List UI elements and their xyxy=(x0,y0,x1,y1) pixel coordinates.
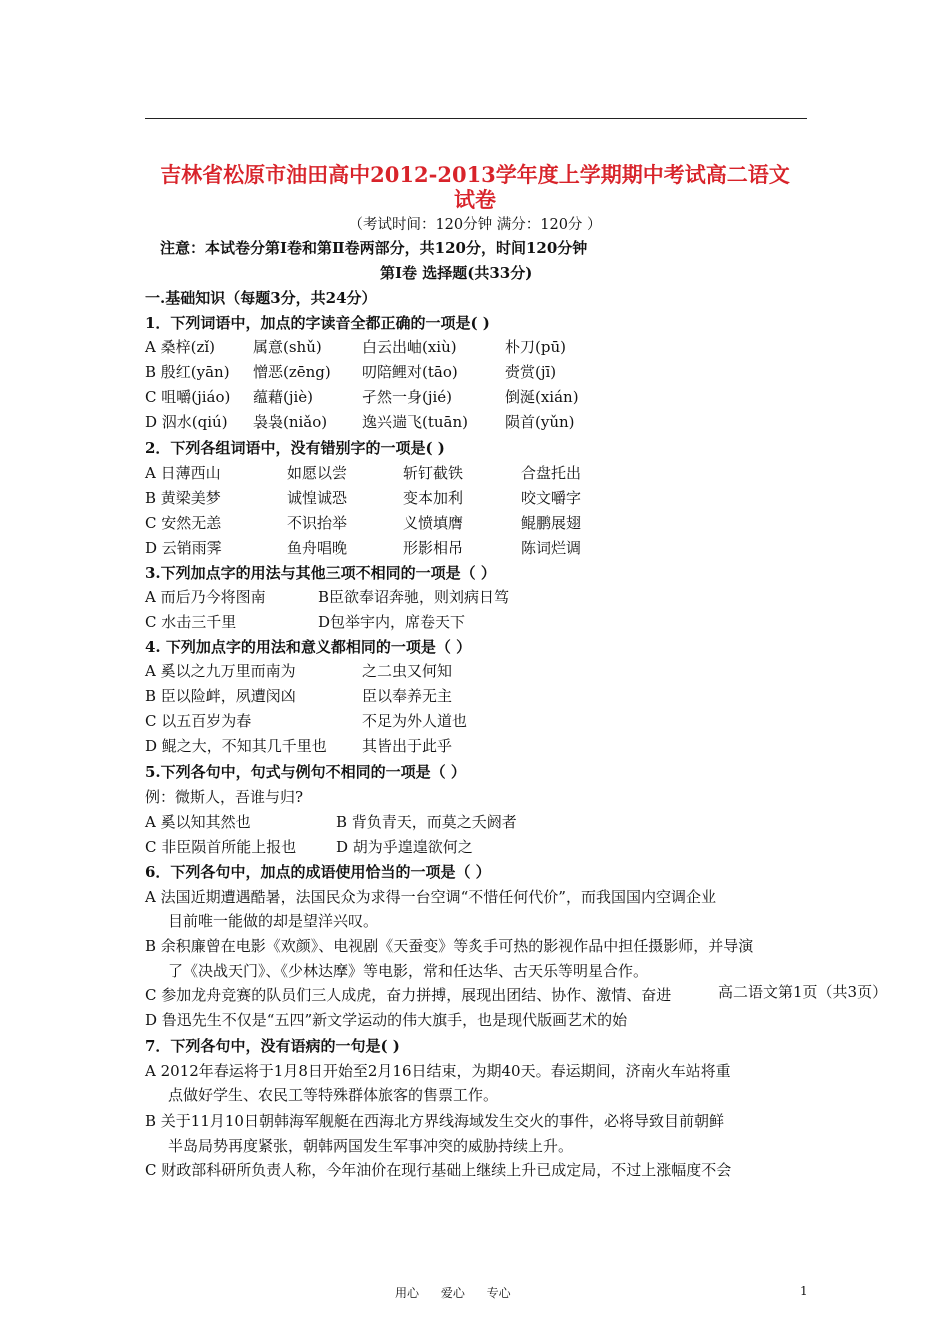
header-rule xyxy=(145,118,807,119)
question-1-stem: 1．下列词语中，加点的字读音全都正确的一项是( ) xyxy=(145,314,490,332)
q4-d-2: 其皆出于此乎 xyxy=(362,737,453,755)
q2-d-4: 陈词烂调 xyxy=(521,539,582,557)
q2-c-2: 不识抬举 xyxy=(287,514,348,532)
q5-option-c: C 非臣陨首所能上报也 xyxy=(145,838,297,856)
q6-option-c-line1: C 参加龙舟竞赛的队员们三人成虎，奋力拼搏，展现出团结、协作、激情、奋进 xyxy=(145,986,672,1004)
question-4-stem: 4. 下列加点字的用法和意义都相同的一项是（ ） xyxy=(145,638,472,656)
q4-a-2: 之二虫又何知 xyxy=(362,662,453,680)
question-3-stem: 3.下列加点字的用法与其他三项不相同的一项是（ ） xyxy=(145,564,496,582)
q7-option-b-line2: 半岛局势再度紧张，朝韩两国发生军事冲突的威胁持续上升。 xyxy=(168,1137,574,1155)
q2-b-3: 变本加利 xyxy=(403,489,464,507)
q1-d-1: D 泅水(qiú) xyxy=(145,413,228,431)
q5-option-a: A 奚以知其然也 xyxy=(145,813,251,831)
exam-info: （考试时间：120分钟 满分：120分 ） xyxy=(348,217,602,233)
q1-a-1: A 桑梓(zǐ) xyxy=(145,338,216,356)
part-heading: 一.基础知识（每题3分，共24分） xyxy=(145,289,377,307)
q1-a-4: 朴刀(pū) xyxy=(505,338,566,356)
q4-d-1: D 鲲之大，不知其几千里也 xyxy=(145,737,327,755)
q1-c-1: C 咀嚼(jiáo) xyxy=(145,388,231,406)
question-2-stem: 2．下列各组词语中，没有错别字的一项是( ) xyxy=(145,439,445,457)
q1-c-3: 孑然一身(jié) xyxy=(362,388,453,406)
footer-motto: 用心 爱心 专心 xyxy=(395,1286,511,1300)
q1-b-4: 赍赏(jī) xyxy=(505,363,557,381)
q1-b-2: 憎恶(zēng) xyxy=(253,363,331,381)
q2-b-1: B 黄梁美梦 xyxy=(145,489,221,507)
question-7-stem: 7．下列各句中，没有语病的一句是( ) xyxy=(145,1037,400,1055)
q4-b-1: B 臣以险衅，夙遭闵凶 xyxy=(145,687,296,705)
page-title-line1: 吉林省松原市油田高中2012-2013学年度上学期期中考试高二语文 xyxy=(160,162,790,187)
q6-option-d-line1: D 鲁迅先生不仅是“五四”新文学运动的伟大旗手，也是现代版画艺术的始 xyxy=(145,1011,628,1029)
q7-option-b-line1: B 关于11月10日朝韩海军舰艇在西海北方界线海域发生交火的事件，必将导致目前朝鲜 xyxy=(145,1112,724,1130)
q1-a-3: 白云出岫(xiù) xyxy=(362,338,457,356)
q5-option-d: D 胡为乎遑遑欲何之 xyxy=(336,838,473,856)
q7-option-a-line1: A 2012年春运将于1月8日开始至2月16日结束，为期40天。春运期间，济南火车站将重 xyxy=(145,1062,731,1080)
q1-a-2: 属意(shǔ) xyxy=(253,338,322,356)
q1-b-3: 叨陪鲤对(tāo) xyxy=(362,363,458,381)
q2-a-3: 斩钉截铁 xyxy=(403,464,464,482)
q6-option-a-line1: A 法国近期遭遇酷暑，法国民众为求得一台空调“不惜任何代价”，而我国国内空调企业 xyxy=(145,888,716,906)
q7-option-c-line1: C 财政部科研所负责人称，今年油价在现行基础上继续上升已成定局，不过上涨幅度不会 xyxy=(145,1161,732,1179)
q1-d-3: 逸兴遄飞(tuān) xyxy=(362,413,468,431)
q3-option-d: D包举宇内，席卷天下 xyxy=(318,613,466,631)
q2-a-1: A 日薄西山 xyxy=(145,464,221,482)
q1-c-4: 倒涎(xián) xyxy=(505,388,579,406)
q3-option-b: B臣欲奉诏奔驰，则刘病日笃 xyxy=(318,588,510,606)
section-title: 第Ⅰ卷 选择题(共33分) xyxy=(380,264,533,282)
q4-c-2: 不足为外人道也 xyxy=(362,712,468,730)
question-6-stem: 6．下列各句中，加点的成语使用恰当的一项是（ ） xyxy=(145,863,491,881)
q6-option-a-line2: 目前唯一能做的却是望洋兴叹。 xyxy=(168,912,379,930)
q4-b-2: 臣以奉养无主 xyxy=(362,687,453,705)
q6-option-b-line1: B 余积廉曾在电影《欢颜》、电视剧《天蚕变》等炙手可热的影视作品中担任摄影师，并导演 xyxy=(145,937,754,955)
q7-option-a-line2: 点做好学生、农民工等特殊群体旅客的售票工作。 xyxy=(168,1086,499,1104)
q5-example: 例：微斯人，吾谁与归? xyxy=(145,788,304,806)
q2-a-4: 合盘托出 xyxy=(521,464,582,482)
q2-c-1: C 安然无恙 xyxy=(145,514,222,532)
q2-c-4: 鲲鹏展翅 xyxy=(521,514,582,532)
q4-a-1: A 奚以之九万里而南为 xyxy=(145,662,296,680)
q4-c-1: C 以五百岁为春 xyxy=(145,712,252,730)
q2-b-4: 咬文嚼字 xyxy=(521,489,582,507)
q2-d-2: 鱼舟唱晚 xyxy=(287,539,348,557)
q2-b-2: 诚惶诚恐 xyxy=(287,489,348,507)
q1-d-4: 陨首(yǔn) xyxy=(505,413,575,431)
question-5-stem: 5.下列各句中，句式与例句不相同的一项是（ ） xyxy=(145,763,466,781)
q6-option-b-line2: 了《决战天门》、《少林达摩》等电影，常和任达华、古天乐等明星合作。 xyxy=(168,962,649,980)
page-number: 1 xyxy=(800,1284,808,1298)
page-title-line2: 试卷 xyxy=(454,187,496,212)
q3-option-c: C 水击三千里 xyxy=(145,613,237,631)
q1-b-1: B 殷红(yān) xyxy=(145,363,230,381)
page-count-note: 高二语文第1页（共3页） xyxy=(718,983,888,1001)
q5-option-b: B 背负青天，而莫之夭阏者 xyxy=(336,813,517,831)
q2-d-1: D 云销雨霁 xyxy=(145,539,222,557)
q2-a-2: 如愿以尝 xyxy=(287,464,348,482)
q1-d-2: 袅袅(niǎo) xyxy=(253,413,328,431)
q1-c-2: 蕴藉(jiè) xyxy=(253,388,314,406)
notice: 注意：本试卷分第Ⅰ卷和第Ⅱ卷两部分，共120分，时间120分钟 xyxy=(160,239,588,257)
q2-c-3: 义愤填膺 xyxy=(403,514,464,532)
q3-option-a: A 而后乃今将图南 xyxy=(145,588,266,606)
q2-d-3: 形影相吊 xyxy=(403,539,464,557)
